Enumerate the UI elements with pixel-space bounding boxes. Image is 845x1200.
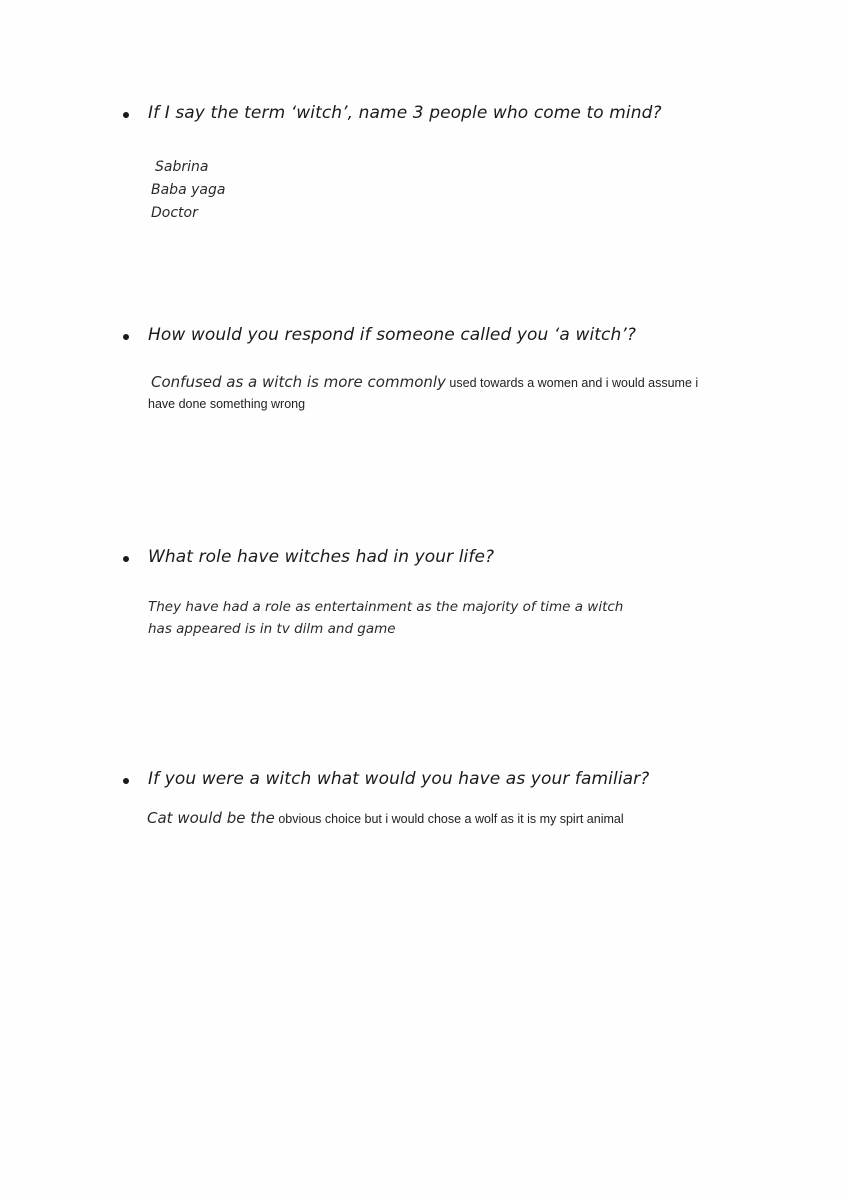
bullet-3 [123, 556, 129, 562]
question-3: What role have witches had in your life? [148, 547, 495, 567]
answer-3-line-2: has appeared is in tv dilm and game [148, 621, 396, 637]
answer-2-rest: used towards a women and i would assume i [445, 376, 699, 390]
bullet-1 [123, 112, 129, 118]
question-2: How would you respond if someone called you ‘a witch’? [148, 325, 636, 345]
answer-1-item-2: Baba yaga [151, 182, 226, 198]
answer-3-line-1: They have had a role as entertainment as the majority of time a witch [148, 599, 624, 615]
bullet-2 [123, 334, 129, 340]
question-1: If I say the term ‘witch’, name 3 people who come to mind? [148, 103, 662, 123]
answer-2-line-2: have done something wrong [148, 397, 306, 411]
question-4: If you were a witch what would you have as your familiar? [148, 769, 650, 789]
answer-4 [147, 807, 624, 830]
answer-1-item-1: Sabrina [155, 159, 209, 175]
answer-2 [151, 371, 698, 394]
bullet-4 [123, 778, 129, 784]
answer-4-rest: obvious choice but i would chose a wolf as it is my spirt animal [274, 812, 624, 826]
answer-4-lead: Cat would be the [147, 809, 275, 827]
answer-2-lead: Confused as a witch is more commonly [151, 373, 446, 391]
answer-1-item-3: Doctor [151, 205, 198, 221]
